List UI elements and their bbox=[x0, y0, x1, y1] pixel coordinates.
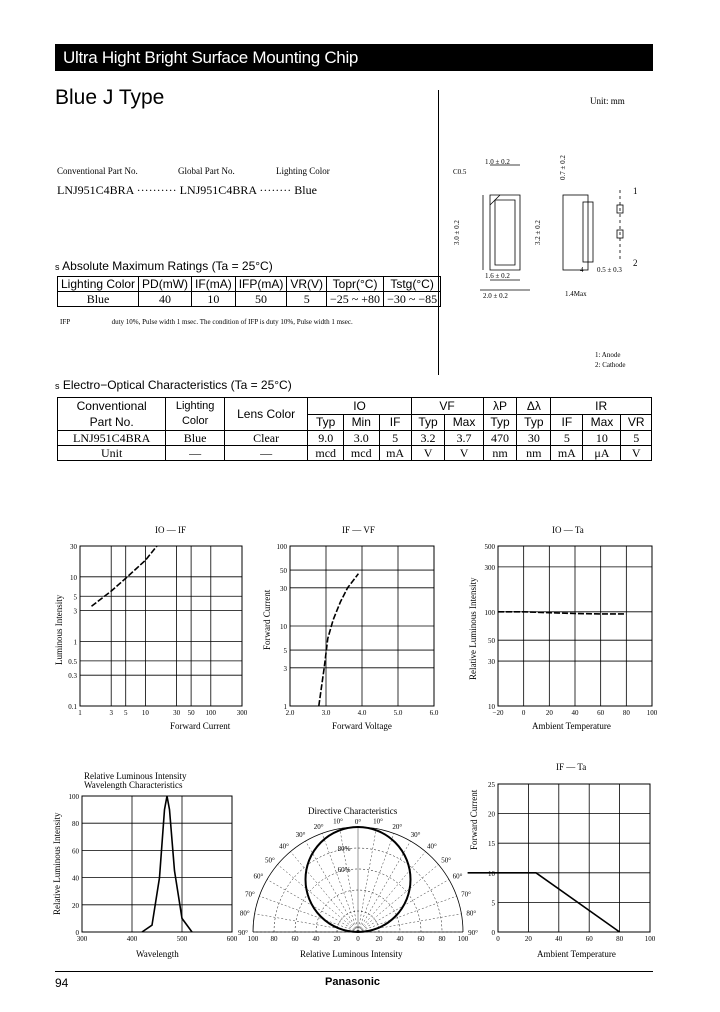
chart1-series-line bbox=[92, 546, 157, 606]
chart3-ytick: 10 bbox=[488, 703, 495, 711]
polar-radial-tick: 0 bbox=[356, 935, 360, 943]
abs-max-section bbox=[55, 259, 273, 273]
polar-radial-tick: 40 bbox=[312, 935, 320, 943]
polar-spoke bbox=[278, 865, 358, 932]
chart2-ytick: 50 bbox=[280, 567, 287, 576]
footer-rule bbox=[55, 971, 653, 972]
polar-radial-tick: 80 bbox=[270, 935, 278, 943]
c2-xlabel: Forward Voltage bbox=[332, 721, 392, 731]
chart1-ytick: 10 bbox=[70, 573, 77, 582]
polar-angle-tick: 0° bbox=[354, 818, 362, 826]
chart3-ytick: 30 bbox=[488, 658, 495, 667]
chart3-ytick: 300 bbox=[484, 563, 495, 572]
c5-xlabel: Relative Luminous Intensity bbox=[300, 949, 403, 959]
abs-head-0: Lighting Color bbox=[58, 277, 139, 292]
h-light: Lighting Color bbox=[166, 398, 225, 431]
polar-ring-label: 60% bbox=[337, 866, 351, 874]
abs-cell-5: −25 ~ +80 bbox=[327, 292, 384, 307]
chart1-ytick: 0.3 bbox=[68, 672, 77, 681]
c3-title: IO — Ta bbox=[552, 525, 584, 535]
chart3-xtick: 80 bbox=[622, 709, 630, 717]
polar-ring-label: 80% bbox=[337, 845, 351, 853]
polar-radial-tick: 60 bbox=[417, 935, 425, 943]
part-header-global: Global Part No. bbox=[178, 166, 235, 176]
chart6-xtick: 40 bbox=[555, 935, 563, 943]
chart2-ytick: 3 bbox=[283, 664, 287, 673]
chart1-ytick: 0.5 bbox=[68, 657, 77, 666]
abs-cell-2: 10 bbox=[192, 292, 236, 307]
chart4-frame bbox=[82, 796, 232, 932]
chart4-ytick: 80 bbox=[72, 820, 79, 829]
chart2-ytick: 30 bbox=[280, 584, 287, 593]
dim-c: 3.0 ± 0.2 bbox=[453, 220, 461, 245]
chart6-xtick: 80 bbox=[616, 935, 624, 943]
chart1-ytick: 5 bbox=[73, 593, 77, 602]
c3-xlabel: Ambient Temperature bbox=[532, 721, 611, 731]
polar-angle-tick: 40° bbox=[427, 842, 437, 851]
h-conv: Conventional Part No. bbox=[58, 398, 166, 431]
eo-unit-0: Unit bbox=[58, 446, 166, 461]
chart1-ytick: 30 bbox=[70, 543, 77, 551]
eo-sub-3: Typ bbox=[411, 414, 445, 431]
chart3-xtick: −20 bbox=[492, 709, 504, 717]
chart4-xtick: 600 bbox=[226, 935, 238, 943]
chart2-ytick: 1 bbox=[283, 703, 287, 711]
brand-logo: Panasonic bbox=[325, 976, 381, 988]
c6-ylabel: Forward Current bbox=[469, 789, 479, 850]
h-lens: Lens Color bbox=[224, 398, 308, 431]
polar-angle-tick: 80° bbox=[239, 909, 250, 918]
chart2-series-line bbox=[319, 574, 359, 706]
polar-angle-tick: 80° bbox=[466, 909, 477, 918]
eo-unit-7: V bbox=[445, 446, 483, 461]
c4-title2: Wavelength Characteristics bbox=[84, 780, 183, 790]
eo-sub-8: Max bbox=[583, 414, 621, 431]
eo-cell-12: 5 bbox=[621, 431, 652, 446]
package-diagram bbox=[445, 150, 655, 375]
eo-unit-8: nm bbox=[483, 446, 517, 461]
chart4-xtick: 300 bbox=[76, 935, 88, 943]
eo-cell-11: 10 bbox=[583, 431, 621, 446]
chart2-xtick: 3.0 bbox=[321, 709, 331, 717]
eo-unit-5: mA bbox=[379, 446, 411, 461]
pin1: 1 bbox=[633, 186, 638, 196]
chart6-ytick: 15 bbox=[488, 840, 495, 849]
part-header-color: Lighting Color bbox=[276, 166, 330, 176]
chart1-xtick: 10 bbox=[141, 709, 149, 717]
dim-g: 0.5 ± 0.3 bbox=[597, 266, 622, 274]
polar-radial-tick: 40 bbox=[396, 935, 404, 943]
chart6-xtick: 60 bbox=[585, 935, 593, 943]
chart3-xtick: 100 bbox=[646, 709, 658, 717]
h-io: IO bbox=[308, 398, 411, 415]
polar-angle-tick: 70° bbox=[245, 890, 255, 899]
eo-unit-10: mA bbox=[551, 446, 583, 461]
chart1-xtick: 50 bbox=[187, 709, 195, 717]
h-ir: IR bbox=[551, 398, 652, 415]
polar-angle-tick: 50° bbox=[441, 856, 452, 865]
polar-angle-tick: 10° bbox=[333, 817, 343, 826]
abs-head-5: Topr(°C) bbox=[327, 277, 384, 292]
polar-angle-tick: 60° bbox=[452, 872, 463, 881]
chart2-xtick: 2.0 bbox=[285, 709, 295, 717]
polar-angle-tick: 30° bbox=[410, 831, 421, 840]
polar-angle-tick: 40° bbox=[279, 842, 289, 851]
banner: Ultra Hight Bright Surface Mounting Chip bbox=[55, 44, 653, 71]
chart3-ytick: 50 bbox=[488, 637, 495, 646]
note-text: duty 10%, Pulse width 1 msec. The condition of IFP is duty 10%, Pulse width 1 msec. bbox=[111, 318, 353, 326]
chart4-ytick: 0 bbox=[75, 929, 79, 937]
chart2-xtick: 5.0 bbox=[393, 709, 403, 717]
eo-cell-7: 3.7 bbox=[445, 431, 483, 446]
c4-ylabel: Relative Luminous Intensity bbox=[52, 812, 62, 915]
chart4-series-line bbox=[142, 796, 192, 932]
chart6-xtick: 0 bbox=[496, 935, 500, 943]
polar-angle-tick: 50° bbox=[264, 856, 275, 865]
abs-cell-1: 40 bbox=[139, 292, 192, 307]
note-symbol: IFP bbox=[60, 318, 70, 326]
abs-max-table bbox=[57, 276, 441, 307]
chart4-ytick: 40 bbox=[72, 874, 79, 883]
eo-section bbox=[55, 378, 292, 392]
eo-sub-2: IF bbox=[379, 414, 411, 431]
dim-d: 3.2 ± 0.2 bbox=[534, 220, 542, 245]
abs-cell-4: 5 bbox=[287, 292, 327, 307]
polar-angle-tick: 90° bbox=[238, 929, 248, 937]
eo-cell-8: 470 bbox=[483, 431, 517, 446]
bullet: s bbox=[55, 381, 60, 391]
chart4-ytick: 100 bbox=[68, 793, 79, 801]
chart6-ytick: 25 bbox=[488, 781, 495, 789]
product-title: Blue J Type bbox=[55, 86, 165, 109]
abs-head-1: PD(mW) bbox=[139, 277, 192, 292]
chart2-xtick: 6.0 bbox=[429, 709, 439, 717]
page-number: 94 bbox=[55, 976, 69, 990]
polar-radial-tick: 80 bbox=[438, 935, 446, 943]
c2-title: IF — VF bbox=[342, 525, 375, 535]
eo-sub-4: Max bbox=[445, 414, 483, 431]
c4-xlabel: Wavelength bbox=[136, 949, 179, 959]
polar-radial-tick: 60 bbox=[291, 935, 299, 943]
eo-cell-4: 3.0 bbox=[343, 431, 379, 446]
polar-spoke bbox=[306, 841, 359, 932]
c2-ylabel: Forward Current bbox=[262, 589, 272, 650]
abs-head-6: Tstg(°C) bbox=[384, 277, 441, 292]
abs-head-2: IF(mA) bbox=[192, 277, 236, 292]
polar-radial-tick: 20 bbox=[333, 935, 341, 943]
chart2-ytick: 100 bbox=[276, 543, 287, 551]
eo-unit-2: — bbox=[224, 446, 308, 461]
chart1-ytick: 1 bbox=[73, 638, 77, 647]
eo-sub-6: Typ bbox=[517, 414, 551, 431]
polar-spoke bbox=[358, 841, 411, 932]
eo-unit-6: V bbox=[411, 446, 445, 461]
dim-a: 1.0 ± 0.2 bbox=[485, 158, 510, 166]
polar-angle-tick: 20° bbox=[392, 822, 403, 831]
eo-sub-1: Min bbox=[343, 414, 379, 431]
eo-sub-9: VR bbox=[621, 414, 652, 431]
chart3-xtick: 40 bbox=[571, 709, 579, 717]
eo-table bbox=[57, 397, 652, 461]
chart3-ytick: 500 bbox=[484, 543, 495, 551]
polar-angle-tick: 30° bbox=[295, 831, 306, 840]
chart6-ytick: 5 bbox=[491, 899, 495, 908]
dim-f: 2.0 ± 0.2 bbox=[483, 292, 508, 300]
chart3-xtick: 60 bbox=[597, 709, 605, 717]
polar-angle-tick: 60° bbox=[253, 872, 264, 881]
c5-title: Directive Characteristics bbox=[308, 806, 398, 816]
chart3-ytick: 100 bbox=[484, 608, 495, 617]
polar-angle-tick: 10° bbox=[373, 817, 383, 826]
eo-title: Electro−Optical Characteristics (Ta = 25°C) bbox=[62, 378, 292, 392]
chart1-xtick: 3 bbox=[109, 709, 113, 717]
eo-cell-3: 9.0 bbox=[308, 431, 344, 446]
c6-title: IF — Ta bbox=[556, 762, 587, 772]
polar-angle-tick: 20° bbox=[313, 822, 324, 831]
chart1-ytick: 0.1 bbox=[68, 703, 77, 711]
chart4-xtick: 400 bbox=[126, 935, 138, 943]
chart6-xtick: 100 bbox=[644, 935, 656, 943]
polar-angle-tick: 70° bbox=[461, 890, 471, 899]
c1-title: IO — IF bbox=[155, 525, 186, 535]
abs-cell-0: Blue bbox=[58, 292, 139, 307]
abs-head-3: IFP(mA) bbox=[235, 277, 287, 292]
eo-cell-6: 3.2 bbox=[411, 431, 445, 446]
abs-head-4: VR(V) bbox=[287, 277, 327, 292]
charts bbox=[40, 520, 720, 970]
polar-spoke bbox=[358, 865, 438, 932]
eo-sub-5: Typ bbox=[483, 414, 517, 431]
chart4-ytick: 20 bbox=[72, 901, 79, 910]
eo-cell-0: LNJ951C4BRA bbox=[58, 431, 166, 446]
abs-max-note bbox=[60, 318, 353, 326]
h-dl: Δλ bbox=[517, 398, 551, 415]
eo-unit-3: mcd bbox=[308, 446, 344, 461]
dim-c05: C0.5 bbox=[453, 168, 467, 176]
chart4-ytick: 60 bbox=[72, 847, 79, 856]
chart1-xtick: 5 bbox=[123, 709, 128, 717]
eo-cell-1: Blue bbox=[166, 431, 225, 446]
chart1-frame bbox=[80, 546, 242, 706]
h-vf: VF bbox=[411, 398, 483, 415]
eo-unit-4: mcd bbox=[343, 446, 379, 461]
polar-angle-tick: 90° bbox=[468, 929, 478, 937]
dim-b: 0.7 ± 0.2 bbox=[559, 155, 567, 180]
chart6-ytick: 20 bbox=[488, 810, 495, 819]
anode: 1: Anode bbox=[595, 351, 621, 359]
eo-unit-12: V bbox=[621, 446, 652, 461]
chart3-xtick: 20 bbox=[545, 709, 553, 717]
chart2-ytick: 10 bbox=[280, 623, 287, 631]
chart1-xtick: 100 bbox=[205, 709, 217, 717]
chart1-xtick: 30 bbox=[173, 709, 181, 717]
chart3-xtick: 0 bbox=[521, 709, 526, 717]
c3-ylabel: Relative Luminous Intensity bbox=[468, 577, 478, 680]
eo-cell-9: 30 bbox=[517, 431, 551, 446]
chart6-xtick: 20 bbox=[524, 935, 532, 943]
eo-unit-9: nm bbox=[517, 446, 551, 461]
part-row: LNJ951C4BRA ·········· LNJ951C4BRA ········ Blue bbox=[57, 183, 317, 197]
polar-radial-tick: 100 bbox=[457, 935, 469, 943]
eo-unit-11: μA bbox=[583, 446, 621, 461]
chart1-ytick: 3 bbox=[73, 607, 77, 616]
chart4-xtick: 500 bbox=[176, 935, 188, 943]
chart1-xtick: 300 bbox=[236, 709, 248, 717]
polar-radial-tick: 100 bbox=[247, 935, 259, 943]
abs-cell-3: 50 bbox=[235, 292, 287, 307]
eo-sub-7: IF bbox=[551, 414, 583, 431]
c1-ylabel: Luminous Intensity bbox=[54, 594, 64, 665]
abs-cell-6: −30 ~ −85 bbox=[384, 292, 441, 307]
abs-max-title: Absolute Maximum Ratings (Ta = 25°C) bbox=[62, 259, 273, 273]
eo-unit-1: — bbox=[166, 446, 225, 461]
polar-radial-tick: 20 bbox=[375, 935, 383, 943]
dim-i: 4 bbox=[580, 266, 584, 274]
chart6-ytick: 0 bbox=[491, 929, 495, 937]
eo-cell-2: Clear bbox=[224, 431, 308, 446]
part-header-conventional: Conventional Part No. bbox=[57, 166, 138, 176]
c4-title1: Relative Luminous Intensity bbox=[84, 771, 187, 781]
dim-h: 1.4Max bbox=[565, 290, 587, 298]
unit-label: Unit: mm bbox=[590, 96, 625, 106]
chart6-frame bbox=[498, 784, 650, 932]
chart2-xtick: 4.0 bbox=[357, 709, 367, 717]
chart6-ytick: 10 bbox=[488, 869, 495, 878]
eo-cell-5: 5 bbox=[379, 431, 411, 446]
cathode: 2: Cathode bbox=[595, 361, 626, 369]
chart1-xtick: 1 bbox=[78, 709, 82, 717]
c6-xlabel: Ambient Temperature bbox=[537, 949, 616, 959]
h-lp: λP bbox=[483, 398, 517, 415]
chart2-ytick: 5 bbox=[283, 647, 287, 656]
pin2: 2 bbox=[633, 258, 638, 268]
c1-xlabel: Forward Current bbox=[170, 721, 231, 731]
dim-e: 1.6 ± 0.2 bbox=[485, 272, 510, 280]
eo-sub-0: Typ bbox=[308, 414, 344, 431]
bullet: s bbox=[55, 262, 60, 272]
eo-cell-10: 5 bbox=[551, 431, 583, 446]
divider bbox=[438, 90, 439, 375]
